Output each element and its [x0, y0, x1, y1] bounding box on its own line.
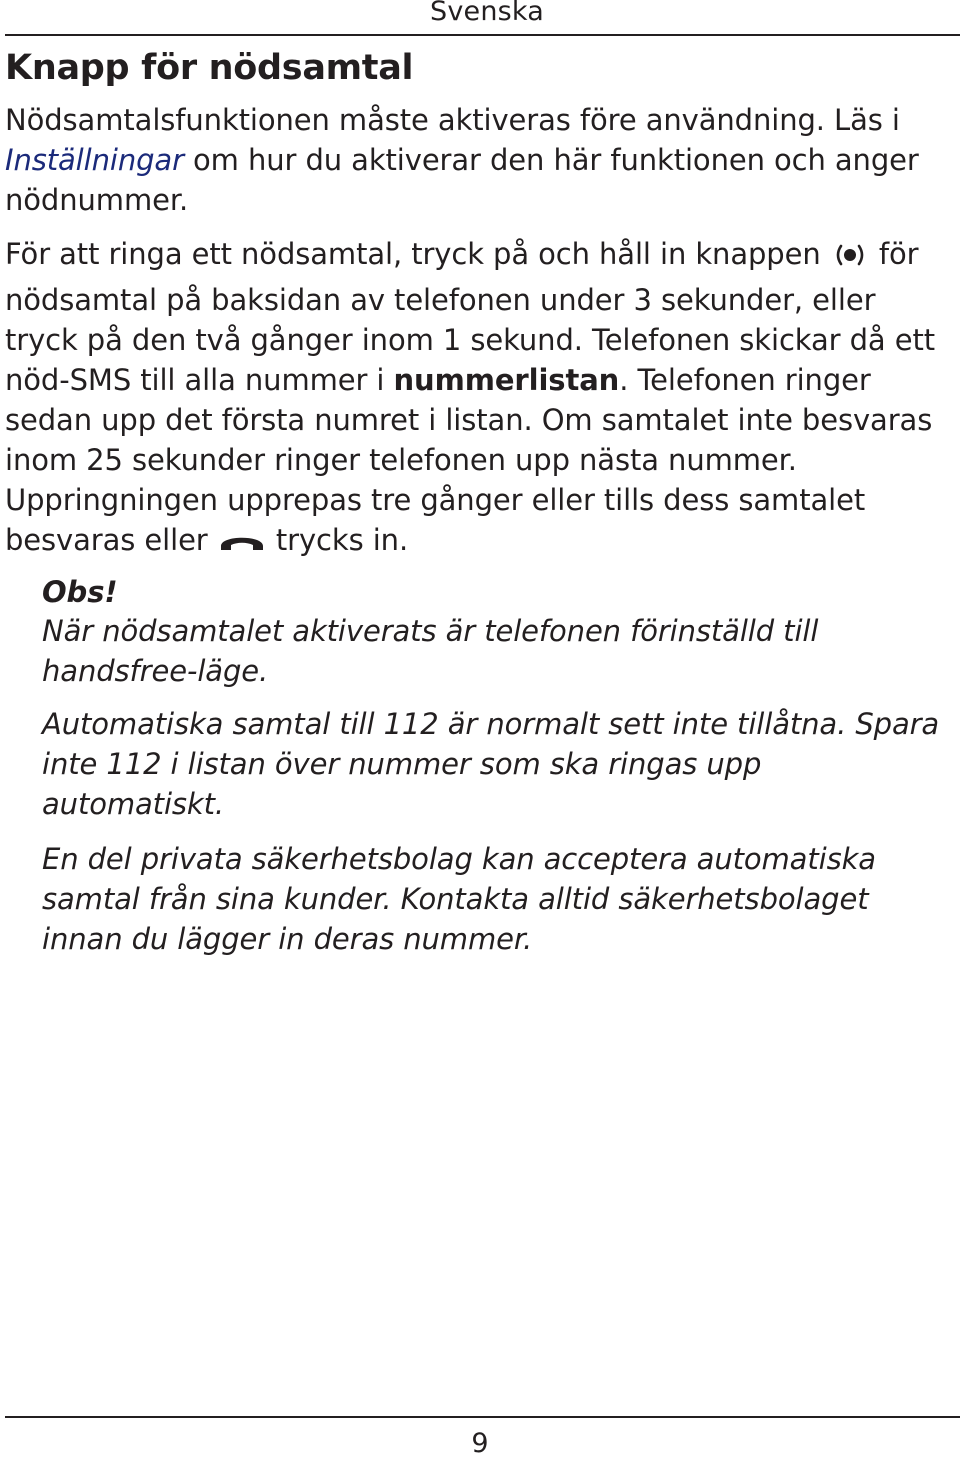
page-number: 9: [471, 1428, 489, 1459]
footer-divider: [5, 1416, 960, 1418]
number-list-term: nummerlistan: [393, 363, 620, 397]
header-language: Svenska: [430, 0, 545, 27]
settings-link[interactable]: Inställningar: [5, 143, 184, 177]
note-handsfree: När nödsamtalet aktiverats är telefonen förinställd till handsfree-läge.: [42, 614, 819, 688]
intro-text-end: om hur du aktiverar den här funktionen och anger nödnummer.: [5, 143, 919, 217]
intro-text-start: Nödsamtalsfunktionen måste aktiveras före användning. Läs i: [5, 103, 900, 137]
instructions-text-4: trycks in.: [266, 523, 409, 557]
header-divider: [5, 34, 960, 36]
note-security-companies: En del privata säkerhetsbolag kan acceptera automatiska samtal från sina kunder. Kontakta alltid säkerhetsbolaget innan du lägger in deras nummer.: [42, 842, 876, 956]
instructions-text-3: . Telefonen ringer sedan upp det första numret i listan. Om samtalet inte besvaras inom 25 sekunder ringer telefonen upp nästa nummer. Uppringningen upprepas tre gånger eller tills dess samtalet besvaras eller: [5, 363, 933, 557]
instructions-paragraph: [5, 234, 953, 566]
instructions-text-1: För att ringa ett nödsamtal, tryck på och håll in knappen: [5, 237, 830, 271]
intro-paragraph: [5, 100, 953, 220]
note-heading: Obs!: [42, 575, 118, 609]
section-title: Knapp för nödsamtal: [5, 48, 414, 88]
end-call-icon: [217, 526, 267, 566]
emergency-button-icon: [830, 240, 870, 280]
note-112: Automatiska samtal till 112 är normalt sett inte tillåtna. Spara inte 112 i listan över nummer som ska ringas upp automatiskt.: [42, 707, 940, 821]
instructions-text-2: för nödsamtal på baksidan av telefonen under 3 sekunder, eller tryck på den två gånger inom 1 sekund. Telefonen skickar då ett nöd-SMS till alla nummer i: [5, 237, 935, 397]
